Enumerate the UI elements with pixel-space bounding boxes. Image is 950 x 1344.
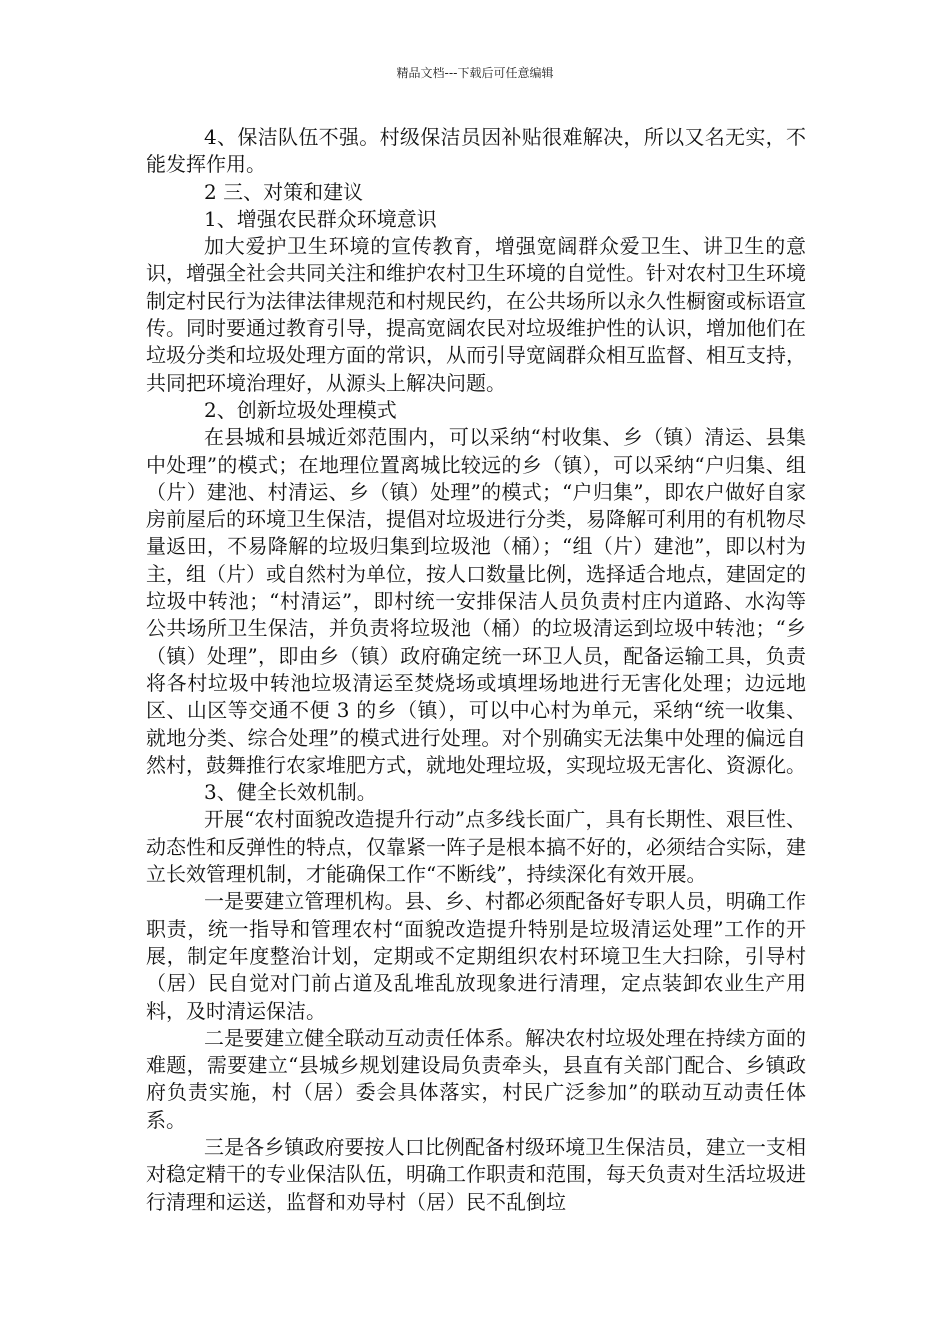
paragraph-shortage-of-cleaners: 4、保洁队伍不强。村级保洁员因补贴很难解决，所以又名无实，不能发挥作用。: [146, 125, 806, 177]
paragraph-awareness-education: 加大爱护卫生环境的宣传教育，增强宽阔群众爱卫生、讲卫生的意识，增强全社会共同关注和维护农村卫生环境的自觉性。针对农村卫生环境制定村民行为法律法律规范和村规民约，在公共场所以永久性橱窗或标语宣传。同时要通过教育引导，提高宽阔农民对垃圾维护性的认识，增加他们在垃圾分类和垃圾处理方面的常识，从而引导宽阔群众相互监督、相互支持，共同把环境治理好，从源头上解决问题。: [146, 234, 806, 395]
subheading-long-term-mechanism: 3、健全长效机制。: [204, 780, 377, 805]
document-body: [146, 124, 806, 1216]
paragraph-responsibility-system: 二是要建立健全联动互动责任体系。解决农村垃圾处理在持续方面的难题，需要建立“县城乡规划建设局负责牵头，县直有关部门配合、乡镇政府负责实施，村（居）委会具体落实，村民广泛参加”的联动互动责任体系。: [146, 1025, 806, 1132]
paragraph-long-term-mechanism: 开展“农村面貌改造提升行动”点多线长面广，具有长期性、艰巨性、动态性和反弹性的特点，仅靠紧一阵子是根本搞不好的，必须结合实际，建立长效管理机制，才能确保工作“不断线”，持续深化有效开展。: [146, 807, 806, 887]
page-header: 精品文档---下载后可任意编辑: [396, 66, 554, 80]
subheading-environment-awareness: 1、增强农民群众环境意识: [204, 206, 437, 231]
section-heading-countermeasures: 2 三、对策和建议: [204, 179, 364, 204]
paragraph-management-body: 一是要建立管理机构。县、乡、村都必须配备好专职人员，明确工作职责，统一指导和管理农村“面貌改造提升特别是垃圾清运处理”工作的开展，制定年度整治计划，定期或不定期组织农村环境卫生大扫除，引导村（居）民自觉对门前占道及乱堆乱放现象进行清理，定点装卸农业生产用料，及时清运保洁。: [146, 889, 806, 1023]
subheading-waste-model: 2、创新垃圾处理模式: [204, 397, 397, 422]
paragraph-waste-model: 在县城和县城近郊范围内，可以采纳“村收集、乡（镇）清运、县集中处理”的模式；在地理位置离城比较远的乡（镇），可以采纳“户归集、组（片）建池、村清运、乡（镇）处理”的模式；“户归集”，即农户做好自家房前屋后的环境卫生保洁，提倡对垃圾进行分类，易降解可利用的有机物尽量返田，不易降解的垃圾归集到垃圾池（桶）；“组（片）建池”，即以村为主，组（片）或自然村为单位，按人口数量比例，选择适合地点，建固定的垃圾中转池；“村清运”，即村统一安排保洁人员负责村庄内道路、水沟等公共场所卫生保洁，并负责将垃圾池（桶）的垃圾清运到垃圾中转池；“乡（镇）处理”，即由乡（镇）政府确定统一环卫人员，配备运输工具，负责将各村垃圾中转池垃圾清运至焚烧场或填埋场地进行无害化处理；边远地区、山区等交通不便 3 的乡（镇），可以中心村为单元，采纳“统一收集、就地分类、综合处理”的模式进行处理。对个别确实无法集中处理的偏远自然村，鼓舞推行农家堆肥方式，就地处理垃圾，实现垃圾无害化、资源化。: [146, 425, 806, 777]
paragraph-cleaning-staff: 三是各乡镇政府要按人口比例配备村级环境卫生保洁员，建立一支相对稳定精干的专业保洁队伍，明确工作职责和范围，每天负责对生活垃圾进行清理和运送，监督和劝导村（居）民不乱倒垃: [146, 1134, 806, 1214]
